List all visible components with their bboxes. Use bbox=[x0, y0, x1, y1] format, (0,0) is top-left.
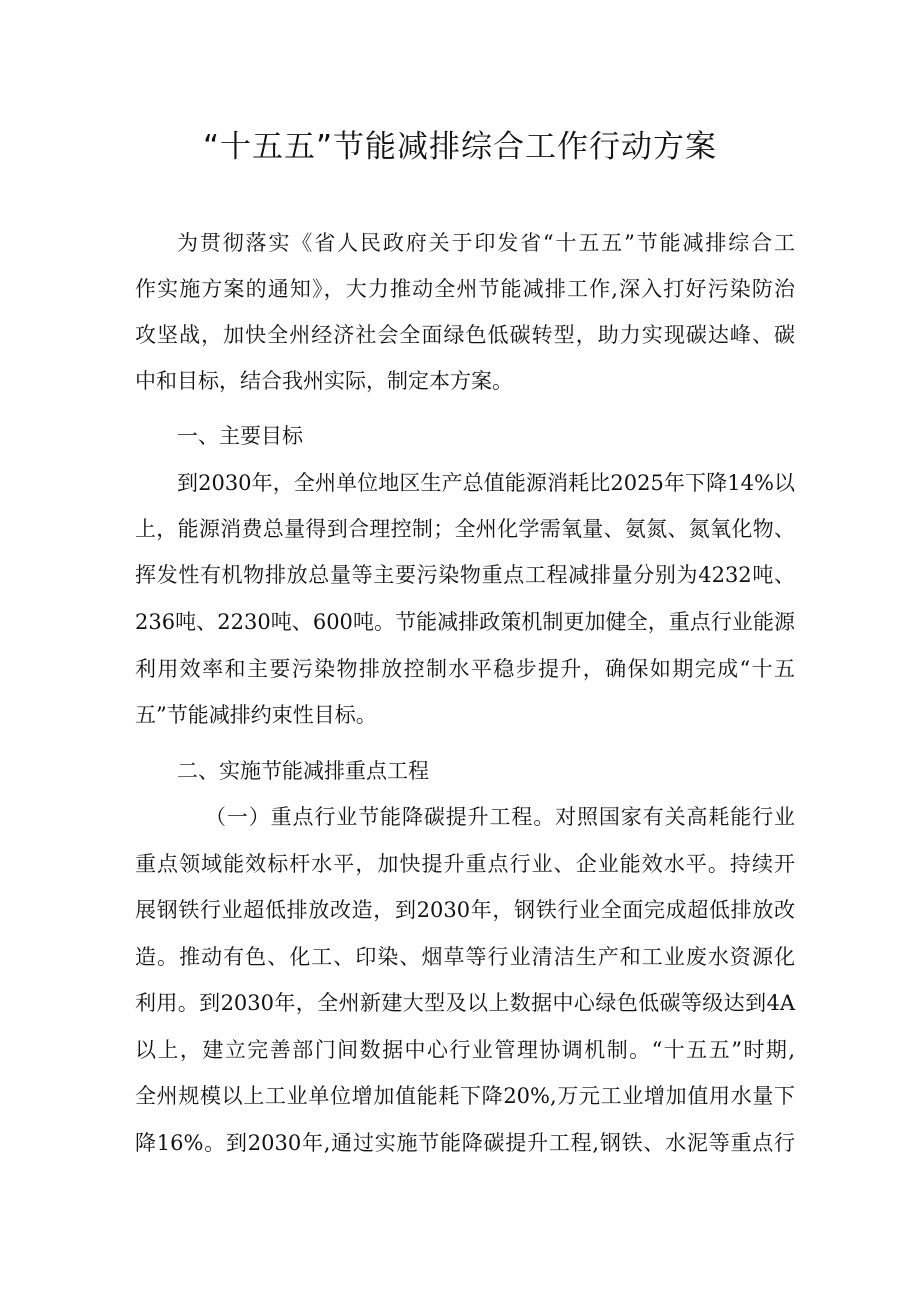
subsection1-line: 展钢铁行业超低排放改造，到2030年，钢铁行业全面完成超低排放改 bbox=[135, 898, 795, 922]
subsection1-line: 以上，建立完善部门间数据中心行业管理协调机制。“十五五”时期, bbox=[135, 1038, 795, 1062]
subsection1-line: 造。推动有色、化工、印染、烟草等行业清洁生产和工业废水资源化 bbox=[135, 945, 795, 969]
intro-line: 攻坚战，加快全州经济社会全面绿色低碳转型，助力实现碳达峰、碳 bbox=[135, 323, 795, 347]
subsection1-line: 降16%。到2030年,通过实施节能降碳提升工程,钢铁、水泥等重点行 bbox=[135, 1131, 795, 1155]
section1-line: 到2030年，全州单位地区生产总值能源消耗比2025年下降14%以 bbox=[177, 471, 795, 495]
intro-line: 为贯彻落实《省人民政府关于印发省“十五五”节能减排综合工 bbox=[177, 231, 795, 255]
document-title: “十五五”节能减排综合工作行动方案 bbox=[202, 129, 718, 165]
subsection1-line: （一）重点行业节能降碳提升工程。对照国家有关高耗能行业 bbox=[205, 805, 795, 829]
section1-line: 236吨、2230吨、600吨。节能减排政策机制更加健全，重点行业能源 bbox=[135, 610, 795, 634]
subsection1-line: 全州规模以上工业单位增加值能耗下降20%,万元工业增加值用水量下 bbox=[135, 1084, 795, 1108]
subsection1-line: 重点领域能效标杆水平，加快提升重点行业、企业能效水平。持续开 bbox=[135, 852, 795, 876]
section1-line: 上，能源消费总量得到合理控制；全州化学需氧量、氨氮、氮氧化物、 bbox=[135, 517, 795, 541]
section1-line: 利用效率和主要污染物排放控制水平稳步提升，确保如期完成“十五 bbox=[135, 657, 795, 681]
section-heading-main-goals: 一、主要目标 bbox=[177, 424, 303, 448]
section-heading-key-projects: 二、实施节能减排重点工程 bbox=[177, 759, 429, 783]
intro-line: 中和目标，结合我州实际，制定本方案。 bbox=[135, 369, 513, 393]
section1-line: 挥发性有机物排放总量等主要污染物重点工程减排量分别为4232吨、 bbox=[135, 563, 795, 587]
section1-line: 五”节能减排约束性目标。 bbox=[135, 703, 377, 727]
intro-line: 作实施方案的通知》，大力推动全州节能减排工作,深入打好污染防治 bbox=[135, 277, 795, 301]
subsection1-line: 利用。到2030年，全州新建大型及以上数据中心绿色低碳等级达到4A bbox=[135, 991, 795, 1015]
